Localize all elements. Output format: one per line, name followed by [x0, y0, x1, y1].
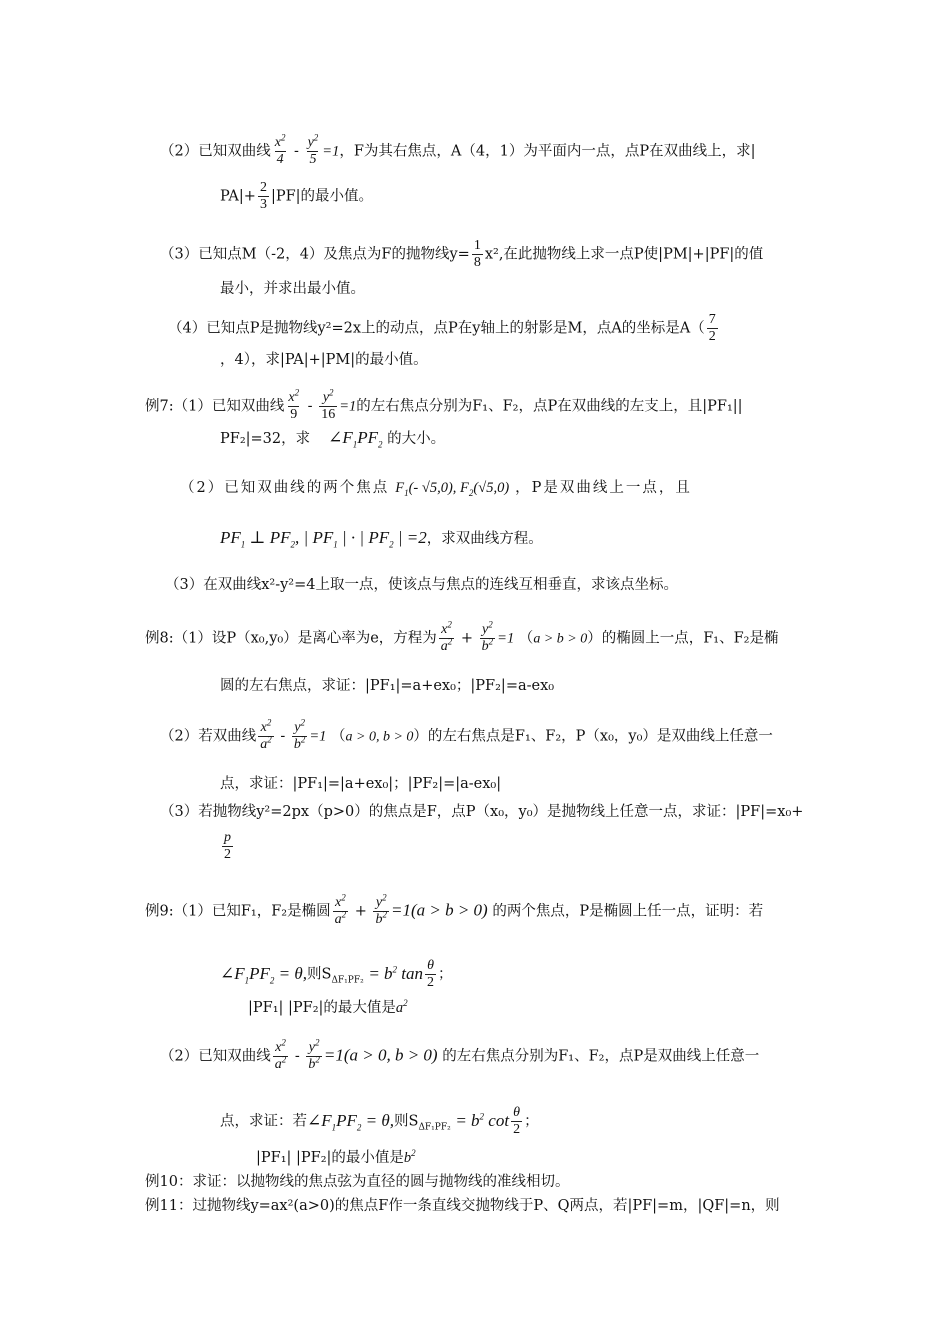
- fraction: $\frac{7}{2}$: [708, 312, 716, 344]
- problem-3-line1: （3）已知点M（-2，4）及焦点为F的抛物线y= $\frac{1}{8}$ x²,在此抛物线上求一点P使|PM|+|PF|的值: [160, 238, 764, 270]
- fraction: $\frac{x^2}{a^2}$: [440, 619, 453, 654]
- example-7-line2: PF₂|=32，求 $\angle F_1PF_2$ 的大小。: [220, 428, 446, 450]
- example-9-max: |PF₁| |PF₂|的最大值是$a^2$: [248, 998, 408, 1016]
- fraction: $\frac{y^2}{b^2}$: [308, 1037, 320, 1072]
- example-9-line1: 例9:（1）已知F₁，F₂是椭圆 $\frac{x^2}{a^2}$ + $\frac{y^2}{b^2}$ =1(a > b > 0) 的两个焦点，P是椭圆上任一点，证明：若: [145, 892, 764, 927]
- example-7-line1: 例7:（1）已知双曲线 $\frac{x^2}{9}$ - $\frac{y^2}{16}$ =1的左右焦点分别为F₁、F₂，点P在双曲线的左支上，且|PF₁||: [145, 387, 743, 422]
- fraction: $\frac{x^2}{a^2}$: [274, 1037, 287, 1072]
- fraction: $\frac{y^2}{16}$: [321, 387, 336, 422]
- fraction: $\frac{2}{3}$: [259, 180, 267, 212]
- problem-4-line1: （4）已知点P是抛物线y²=2x上的动点，点P在y轴上的射影是M，点A的坐标是A（ $\frac{7}{2}$: [168, 312, 716, 344]
- problem-2-line2: PA|+ $\frac{2}{3}$ |PF|的最小值。: [220, 180, 374, 212]
- fraction: $\frac{y^2}{b^2}$: [293, 717, 306, 752]
- example-10: 例10：求证：以抛物线的焦点弦为直径的圆与抛物线的准线相切。: [145, 1174, 570, 1190]
- example-9-2-line1: （2）已知双曲线 $\frac{x^2}{a^2}$ - $\frac{y^2}{b^2}$ =1(a > 0, b > 0) 的左右焦点分别为F₁、F₂，点P是双曲线上任意一: [160, 1037, 760, 1072]
- fraction: $\frac{y^2}{b^2}$: [481, 619, 494, 654]
- problem-2-line1: （2）已知双曲线 $\frac{x^2}{4}$ - $\frac{y^2}{5}$ =1，F为其右焦点，A（4，1）为平面内一点，点P在双曲线上，求|: [160, 132, 756, 167]
- example-7-3: （3）在双曲线x²-y²=4上取一点，使该点与焦点的连线互相垂直，求该点坐标。: [165, 577, 678, 593]
- problem-3-line2: 最小，并求出最小值。: [220, 281, 365, 297]
- example-8-line2: 圆的左右焦点，求证：|PF₁|=a+ex₀；|PF₂|=a-ex₀: [220, 678, 555, 694]
- fraction: $\frac{y^2}{b^2}$: [375, 892, 387, 927]
- example-8-3-line1: （3）若抛物线y²=2px（p>0）的焦点是F，点P（x₀，y₀）是抛物线上任意一点，求证：|PF|=x₀+: [160, 804, 804, 820]
- example-9-2-line2: 点，求证：若$\angle F_1PF_2 = \theta$,则$S_{\Delta F_1PF_2} = b^2$ cot $\frac{\theta}{2}$ ；: [220, 1105, 539, 1137]
- example-9-formula1: $\angle F_1PF_2 = \theta$,则$S_{\Delta F_1PF_2} = b^2$ tan $\frac{\theta}{2}$ ；: [220, 958, 453, 990]
- fraction: $\frac{x^2}{4}$: [274, 132, 286, 167]
- example-7-2-line1: （2）已知双曲线的两个焦点 $F_1(-$ √5,0), $F_2(√5,0)$ ，P是双曲线上一点，且: [180, 480, 692, 498]
- example-8-3-line2: [220, 830, 235, 863]
- fraction: $\frac{x^2}{9}$: [288, 387, 300, 422]
- example-7-2-line2: $PF_1$ ⊥ $PF_2$, | $PF_1$ | · | $PF_2$ | =2，求双曲线方程。: [220, 528, 543, 550]
- example-8-line1: 例8:（1）设P（x₀,y₀）是离心率为e，方程为 $\frac{x^2}{a^2}$ + $\frac{y^2}{b^2}$ =1 （a > b > 0）的椭圆上一点，F₁、F₂是椭: [145, 619, 779, 654]
- fraction: $\frac{\theta}{2}$: [513, 1105, 521, 1137]
- fraction: $\frac{\theta}{2}$: [427, 958, 435, 990]
- fraction: $\frac{1}{8}$: [473, 238, 481, 270]
- fraction: $\frac{p}{2}$: [224, 830, 231, 862]
- example-9-min: |PF₁| |PF₂|的最小值是$b^2$: [256, 1148, 416, 1166]
- example-11: 例11：过抛物线y=ax²(a>0)的焦点F作一条直线交抛物线于P、Q两点，若|PF|=m，|QF|=n，则: [145, 1198, 780, 1214]
- fraction: $\frac{x^2}{a^2}$: [260, 717, 272, 752]
- example-8-2-line1: （2）若双曲线 $\frac{x^2}{a^2}$ - $\frac{y^2}{b^2}$ =1 （a > 0, b > 0）的左右焦点是F₁、F₂，P（x₀，y₀）是双曲线上任意一: [160, 717, 773, 752]
- fraction: $\frac{y^2}{5}$: [307, 132, 319, 167]
- example-8-2-line2: 点，求证：|PF₁|=|a+ex₀|；|PF₂|=|a-ex₀|: [220, 776, 502, 792]
- problem-4-line2: ，4），求|PA|+|PM|的最小值。: [220, 352, 428, 368]
- fraction: $\frac{x^2}{a^2}$: [334, 892, 347, 927]
